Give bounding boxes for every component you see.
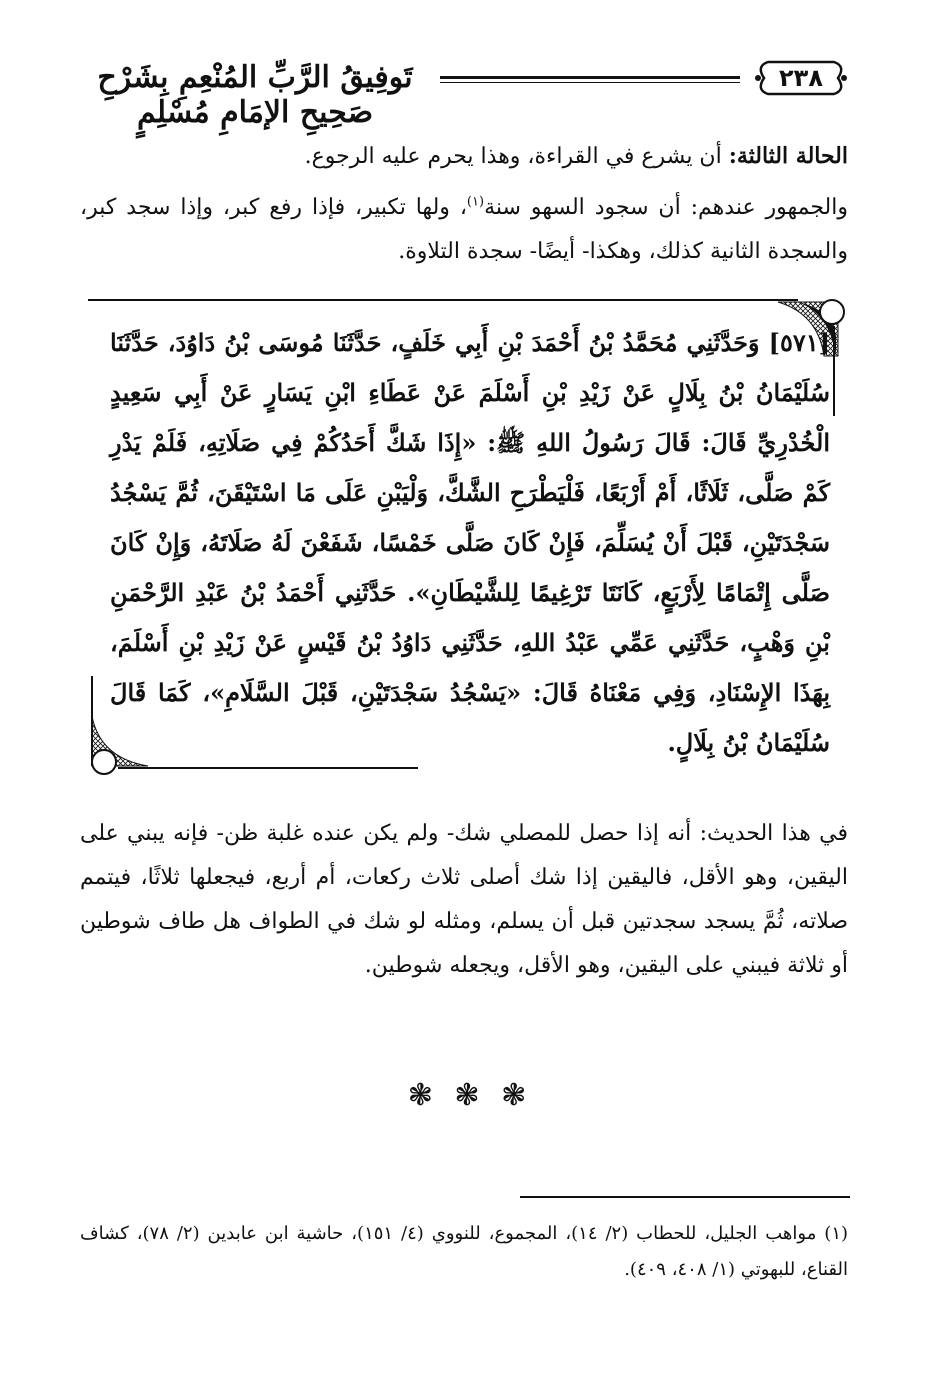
section-separator: ❃ ❃ ❃ <box>407 1078 533 1113</box>
majority-text-start: والجمهور عندهم: أن سجود السهو سنة <box>484 195 848 220</box>
header-rule <box>440 76 740 83</box>
case-three-paragraph <box>80 134 848 179</box>
page-header <box>80 52 860 130</box>
case-three-label: الحالة الثالثة: <box>728 143 848 169</box>
page-number-frame <box>752 58 850 98</box>
case-three-text: أن يشرع في القراءة، وهذا يحرم عليه الرجوع. <box>304 144 729 169</box>
book-title: تَوفِيقُ الرَّبِّ المُنْعِمِ بِشَرْحِ صَحِيحِ الإمَامِ مُسْلِمٍ <box>97 60 413 130</box>
page-number: ٢٣٨ <box>779 64 823 92</box>
footnote-text: (١) مواهب الجليل، للحطاب (٢/ ١٤)، المجموع، للنووي (٤/ ١٥١)، حاشية ابن عابدين (٢/ ٧٨)، كشاف القناع، للبهوتي (١/ ٤٠٨، ٤٠٩). <box>80 1223 849 1280</box>
commentary-paragraph: في هذا الحديث: أنه إذا حصل للمصلي شك- ولم يكن عنده غلبة ظن- فإنه يبني على اليقين، وهو الأقل، فاليقين إذا شك أصلى ثلاث ركعات، أم أربع، فيجعلها ثلاثًا، فيتمم صلاته، ثُمَّ يسجد سجدتين قبل أن يسلم، ومثله لو شك في الطواف هل طاف شوطين أو ثلاثة فيبني على اليقين، وهو الأقل، ويجعله شوطين. <box>80 821 848 978</box>
hadith-text: [٥٧١] وَحَدَّثَنِي مُحَمَّدُ بْنُ أَحْمَدَ بْنِ أَبِي خَلَفٍ، حَدَّثَنَا مُوسَى بْنُ دَاوُدَ، حَدَّثَنَا سُلَيْمَانُ بْنُ بِلَالٍ عَنْ زَيْدِ بْنِ أَسْلَمَ عَنْ عَطَاءِ ابْنِ يَسَارٍ عَنْ أَبِي سَعِيدٍ الْخُدْرِيِّ قَالَ: قَالَ رَسُولُ اللهِ ﷺ: «إِذَا شَكَّ أَحَدُكُمْ فِي صَلَاتِهِ، فَلَمْ يَدْرِ كَمْ صَلَّى، ثَلَاثًا، أَمْ أَرْبَعًا، فَلْيَطْرَحِ الشَّكَّ، وَلْيَبْنِ عَلَى مَا اسْتَيْقَنَ، ثُمَّ يَسْجُدُ سَجْدَتَيْنِ، قَبْلَ أَنْ يُسَلِّمَ، فَإِنْ كَانَ صَلَّى خَمْسًا، شَفَعْنَ لَهُ صَلَاتَهُ، وَإِنْ كَانَ صَلَّى إِتْمَامًا لِأَرْبَعٍ، كَانَتَا تَرْغِيمًا لِلشَّيْطَانِ». حَدَّثَنِي أَحْمَدُ بْنُ عَبْدِ الرَّحْمَنِ بْنِ وَهْبٍ، حَدَّثَنِي عَمِّي عَبْدُ اللهِ، حَدَّثَنِي دَاوُدُ بْنُ قَيْسٍ عَنْ زَيْدِ بْنِ أَسْلَمَ، بِهَذَا الإِسْنَادِ، وَفِي مَعْنَاهُ قَالَ: «يَسْجُدُ سَجْدَتَيْنِ، قَبْلَ السَّلَامِ»، كَمَا قَالَ سُلَيْمَانُ بْنُ بِلَالٍ. <box>110 328 830 757</box>
footnote-rule <box>520 1196 850 1198</box>
majority-text-end: ، ولها تكبير، فإذا رفع كبر، وإذا سجد كبر، والسجدة الثانية كذلك، وهكذا- أيضًا- سجدة التلاوة. <box>80 195 848 264</box>
majority-paragraph <box>80 186 848 274</box>
footnote-reference[interactable]: (١) <box>466 194 485 210</box>
